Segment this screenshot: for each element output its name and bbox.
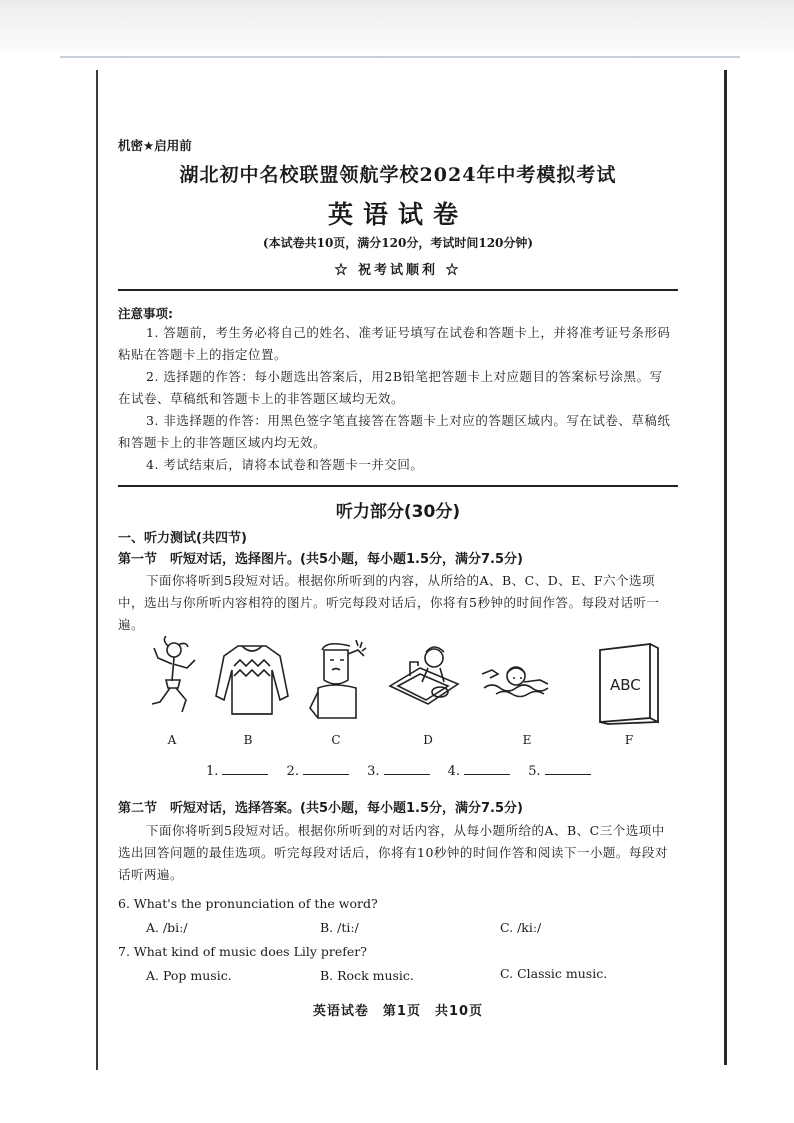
picture-label: E [522,733,532,747]
exam-subtitle: 英语试卷 [327,200,468,229]
picture-label: B [243,733,253,747]
headache-man-picture [300,636,380,726]
book-cover-text: ABC [610,676,641,694]
divider [118,485,678,487]
exam-title: 湖北初中名校联盟领航学校2024年中考模拟考试 [179,164,617,186]
notes-heading: 注意事项: [118,306,173,321]
blank-label: 3. [367,764,380,779]
section2-heading: 第二节 听短对话，选择答案。(共5小题，每小题1.5分，满分7.5分) [118,801,523,816]
exam-page [118,0,678,1123]
answer-blank[interactable] [545,762,591,775]
option-b: B. Rock music. [320,968,414,983]
page-edge-right [724,70,727,1065]
picture-label: A [167,733,177,747]
good-luck-line: ☆ 祝考试顺利 ☆ [334,263,462,278]
exam-note: (本试卷共10页，满分120分，考试时间120分钟) [262,236,534,250]
note-item: 4. 考试结束后，请将本试卷和答题卡一并交回。 [146,457,424,472]
question-7: 7. What kind of music does Lily prefer? [118,944,367,959]
blank-label: 5. [528,764,541,779]
answer-blank[interactable] [303,762,349,775]
option-c: C. Classic music. [500,966,608,981]
question-6: 6. What's the pronunciation of the word? [118,896,378,911]
picture-label: F [624,733,634,747]
answer-blank[interactable] [222,762,268,775]
blank-label: 1. [206,764,219,779]
page-edge-left [96,70,98,1070]
section2-instruction: 下面你将听到5段短对话。根据你所听到的对话内容，从每小题所给的A、B、C三个选项中选出回答问题的最佳选项。听完每段对话后，你将有10秒钟的时间作答和阅读下一小题。每段对话听两遍。 [118,823,668,882]
blank-label: 4. [447,764,461,779]
option-c: C. /kiː/ [500,920,542,935]
option-a: A. Pop music. [146,968,232,983]
confidential-mark: 机密★启用前 [118,138,192,153]
note-item: 1. 答题前，考生务必将自己的姓名、准考证号填写在试卷和答题卡上，并将准考证号条形码粘贴在答题卡上的指定位置。 [118,325,671,362]
note-item: 3. 非选择题的作答：用黑色签字笔直接答在答题卡上对应的答题区域内。写在试卷、草稿纸和答题卡上的非答题区域内均无效。 [118,413,671,450]
sweater-picture [212,636,292,726]
note-item: 2. 选择题的作答：每小题选出答案后，用2B铅笔把答题卡上对应题目的答案标号涂黑。写在试卷、草稿纸和答题卡上的非答题区域均无效。 [118,369,663,406]
part-heading: 一、听力测试(共四节) [118,531,247,546]
answer-blanks [206,762,605,779]
picture-label: D [423,733,433,747]
section1-heading: 第一节 听短对话，选择图片。(共5小题，每小题1.5分，满分7.5分) [118,552,523,567]
washing-dishes-picture [384,636,464,726]
listening-title: 听力部分(30分) [335,502,461,522]
page-footer: 英语试卷 第1页 共10页 [312,1004,484,1019]
option-a: A. /biː/ [146,920,188,935]
running-girl-picture [132,636,212,726]
blank-label: 2. [286,764,299,779]
swimmer-picture [476,636,556,726]
divider [118,289,678,291]
picture-label: C [331,733,341,747]
abc-book-picture [590,636,670,726]
answer-blank[interactable] [384,762,430,775]
section1-instruction: 下面你将听到5段短对话。根据你所听到的内容，从所给的A、B、C、D、E、F六个选项中，选出与你所听内容相符的图片。听完每段对话后，你将有5秒钟的时间作答。每段对话听一遍。 [118,573,660,632]
option-b: B. /tiː/ [320,920,359,935]
answer-blank[interactable] [464,762,510,775]
